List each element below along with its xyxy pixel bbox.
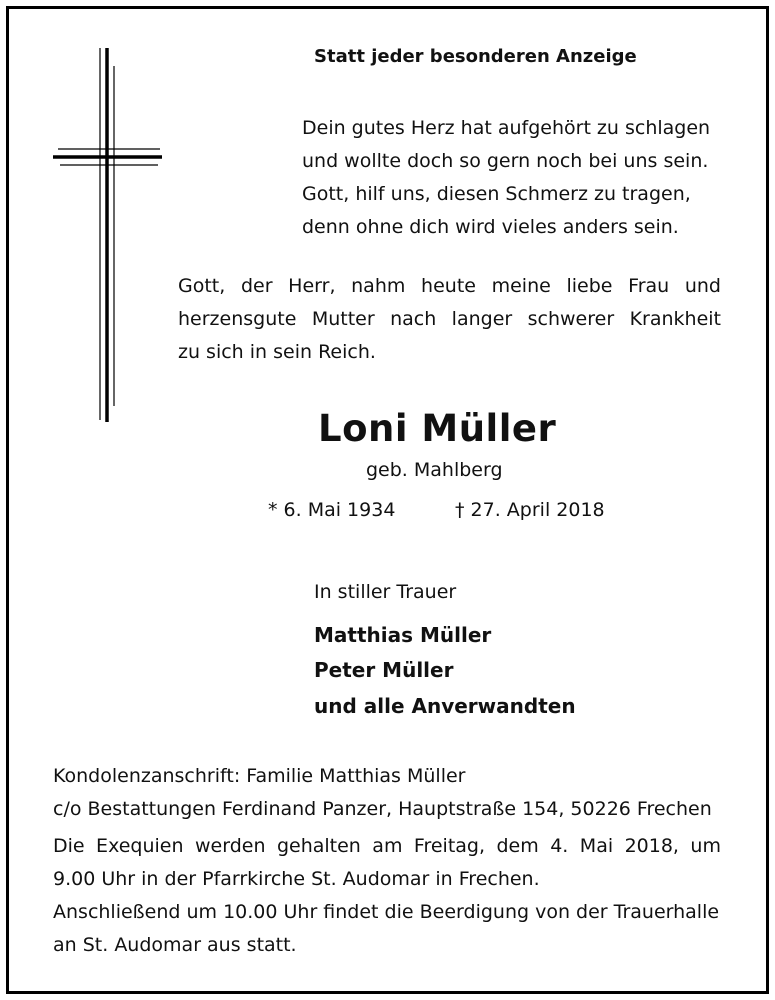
condolence-line: Kondolenzanschrift: Familie Matthias Müller (53, 765, 466, 787)
service-info (53, 830, 721, 962)
intro-line: zu sich in sein Reich. (178, 341, 376, 363)
condolence-address (53, 760, 721, 826)
service-line: 9.00 Uhr in der Pfarrkirche St. Audomar in Frechen. (53, 868, 540, 890)
poem-line: denn ohne dich wird vieles anders sein. (302, 216, 679, 238)
deceased-name: Loni Müller (318, 407, 557, 450)
maiden-name: geb. Mahlberg (366, 459, 503, 481)
service-line: Anschließend um 10.00 Uhr findet die Beerdigung von der Trauerhalle (53, 901, 720, 923)
mourning-label: In stiller Trauer (314, 581, 457, 603)
service-line: an St. Audomar aus statt. (53, 934, 297, 956)
birth-date: * 6. Mai 1934 (268, 499, 396, 521)
intro-line: Gott, der Herr, nahm heute meine liebe Frau und (178, 275, 721, 297)
mourner-name: Matthias Müller (314, 623, 492, 647)
poem-line: Dein gutes Herz hat aufgehört zu schlagen (302, 117, 711, 139)
poem-line: und wollte doch so gern noch bei uns sein. (302, 150, 709, 172)
condolence-line: c/o Bestattungen Ferdinand Panzer, Hauptstraße 154, 50226 Frechen (53, 798, 712, 820)
service-line: Die Exequien werden gehalten am Freitag, dem 4. Mai 2018, um (53, 835, 721, 857)
intro-line: herzensgute Mutter nach langer schwerer Krankheit (178, 308, 721, 330)
intro-text (178, 270, 721, 369)
poem-line: Gott, hilf uns, diesen Schmerz zu tragen, (302, 183, 691, 205)
poem (302, 112, 710, 244)
cross-icon (50, 48, 165, 422)
death-date: † 27. April 2018 (455, 499, 605, 521)
mourner-name: und alle Anverwandten (314, 694, 576, 718)
headline: Statt jeder besonderen Anzeige (314, 46, 637, 67)
mourner-name: Peter Müller (314, 658, 454, 682)
